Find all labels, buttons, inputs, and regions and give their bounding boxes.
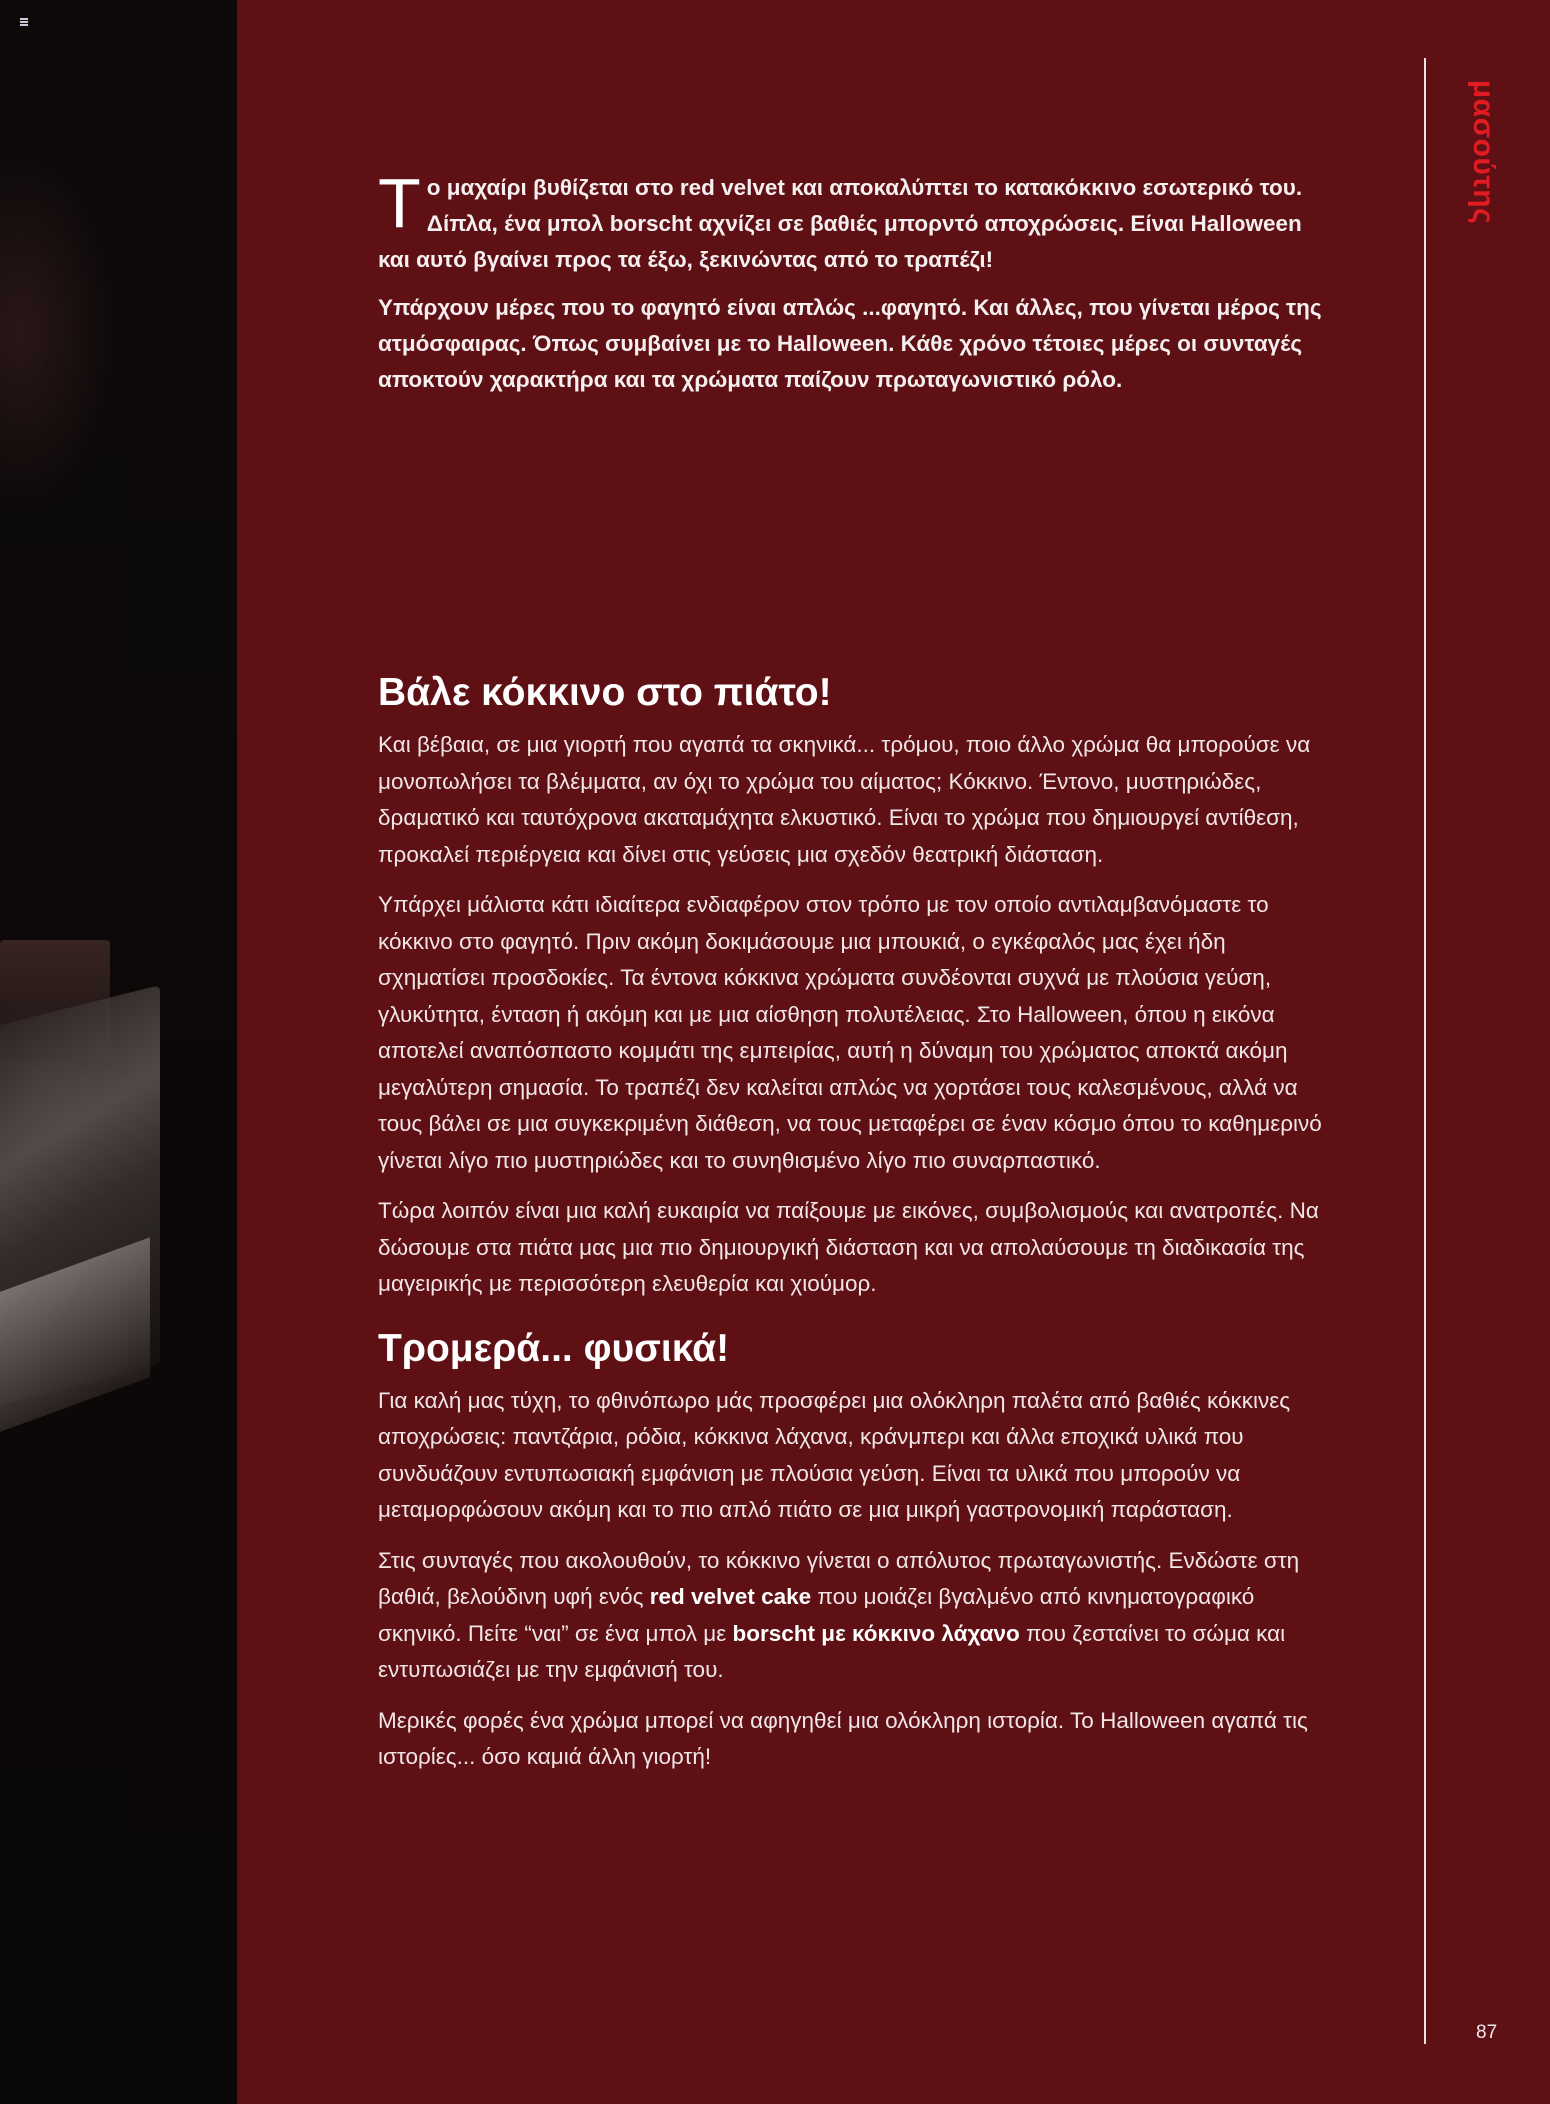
section-2-paragraph-1: Για καλή μας τύχη, το φθινόπωρο μάς προσφέρει μια ολόκληρη παλέτα από βαθιές κόκκινες αποχρώσεις: παντζάρια, ρόδια, κόκκινα λάχανα, κράνμπερι και άλλα εποχικά υλικά που συνδυάζουν εντυπωσιακή εμφάνιση με πλούσια γεύση. Είναι τα υλικά που μπορούν να μεταμορφώσουν ακόμη και το πιο απλό πιάτο σε μια μικρή γαστρονομική παράσταση. (378, 1387, 1291, 1522)
section-1-paragraph-2: Υπάρχει μάλιστα κάτι ιδιαίτερα ενδιαφέρον στον τρόπο με τον οποίο αντιλαμβανόμαστε το κόκκινο στο φαγητό. Πριν ακόμη δοκιμάσουμε μια μπουκιά, ο εγκέφαλός μας έχει ήδη σχηματίσει προσδοκίες. Τα έντονα κόκκινα χρώματα συνδέονται συχνά με πλούσια γεύση, γλυκύτητα, ένταση ή ακόμη και με μια αίσθηση πολυτέλειας. Στο Halloween, όπου η εικόνα αποτελεί αναπόσπαστο κομμάτι της εμπειρίας, αυτή η δύναμη του χρώματος αποκτά ακόμη μεγαλύτερη σημασία. Το τραπέζι δεν καλείται απλώς να χορτάσει τους καλεσμένους, αλλά να τους βάλει σε μια συγκεκριμένη διάθεση, να τους μεταφέρει σε έναν κόσμο όπου το καθημερινό γίνεται λίγο πιο μυστηριώδες και το συνηθισμένο λίγο πιο συναρπαστικό. (378, 892, 1322, 1173)
section-2-paragraph-2-text-c: που μοιάζει βγαλμένο από κινηματογραφικό σκηνικό. Πείτε “ναι” σε ένα μπολ με (378, 1584, 1255, 1646)
page-divider (1424, 58, 1426, 2044)
intro-paragraph-1-text: ο μαχαίρι βυθίζεται στο red velvet και αποκαλύπτει το κατακόκκινο εσωτερικό του. Δίπλα, ένα μπολ borscht αχνίζει σε βαθιές μπορντό αποχρώσεις. Είναι Halloween και αυτό βγαίνει προς τα έξω, ξεκινώντας από το τραπέζι! (378, 175, 1303, 272)
intro-paragraph-2: Υπάρχουν μέρες που το φαγητό είναι απλώς ...φαγητό. Και άλλες, που γίνεται μέρος της ατμόσφαιρας. Όπως συμβαίνει με το Halloween. Κάθε χρόνο τέτοιες μέρες οι συνταγές αποκτούν χαρακτήρα και τα χρώματα παίζουν πρωταγωνιστικό ρόλο. (378, 295, 1322, 392)
page-number: 87 (1476, 2022, 1498, 2043)
menu-icon[interactable] (20, 18, 28, 26)
section-2-paragraph-2 (378, 1543, 1328, 1689)
section-2-paragraph-2-text-a: Στις συνταγές που ακολουθούν, το κόκκινο γίνεται ο απόλυτος πρωταγωνιστής. Ενδώστε στη βαθιά, βελούδινη υφή ενός (378, 1547, 1300, 1609)
recipe-name-borscht: borscht με κόκκινο λάχανο (732, 1620, 1020, 1646)
section-1-paragraph-1: Και βέβαια, σε μια γιορτή που αγαπά τα σκηνικά... τρόμου, ποιο άλλο χρώμα θα μπορούσε να μονοπωλήσει τα βλέμματα, αν όχι το χρώμα του αίματος; Κόκκινο. Έντονο, μυστηριώδες, δραματικό και ταυτόχρονα ακαταμάχητα ελκυστικό. Είναι το χρώμα που δημιουργεί αντίθεση, προκαλεί περιέργεια και δίνει στις γεύσεις μια σχεδόν θεατρική διάσταση. (378, 732, 1311, 867)
recipe-name-red-velvet: red velvet cake (649, 1584, 812, 1609)
section-2-paragraph-2-text-e: που ζεσταίνει το σώμα και εντυπωσιάζει με την εμφάνισή του. (378, 1620, 1286, 1682)
food-photo (0, 0, 237, 2104)
brand-logo-text: μασούτης (1467, 79, 1501, 225)
drop-cap: Τ (378, 164, 421, 242)
intro-paragraph-1 (378, 164, 1328, 278)
brand-logo (1467, 52, 1501, 252)
section-1-heading: Βάλε κόκκινο στο πιάτο! (378, 671, 832, 714)
intro-block (378, 164, 1328, 410)
article-body (378, 665, 1328, 1790)
section-2-heading: Τρομερά... φυσικά! (378, 1326, 730, 1370)
section-1-paragraph-3: Τώρα λοιπόν είναι μια καλή ευκαιρία να παίξουμε με εικόνες, συμβολισμούς και ανατροπές. Να δώσουμε στα πιάτα μας μια πιο δημιουργική διάσταση και να απολαύσουμε τη διαδικασία της μαγειρικής με περισσότερη ελευθερία και χιούμορ. (378, 1198, 1319, 1296)
section-2-paragraph-3: Μερικές φορές ένα χρώμα μπορεί να αφηγηθεί μια ολόκληρη ιστορία. Το Halloween αγαπά τις ιστορίες... όσο καμιά άλλη γιορτή! (378, 1707, 1308, 1769)
